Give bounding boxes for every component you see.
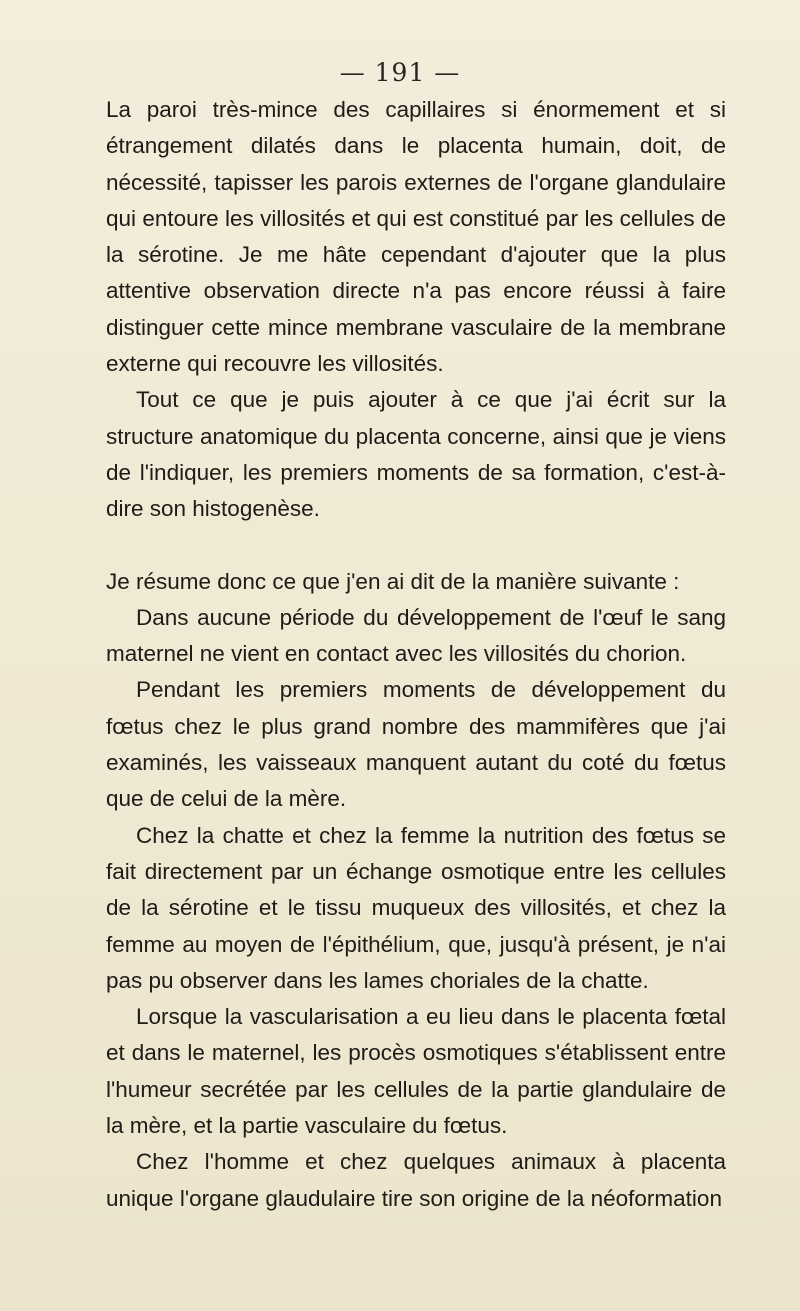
paragraph: Dans aucune période du développement de l'œuf le sang maternel ne vient en contact avec les villosités du chorion.: [106, 604, 726, 667]
paragraph: Lorsque la vascularisation a eu lieu dans le placenta fœtal et dans le maternel, les procès osmotiques s'établissent entre l'humeur secrétée par les cellules de la partie glandulaire de la mère, et la partie vasculaire du fœtus.: [106, 1004, 726, 1139]
paragraph: Tout ce que je puis ajouter à ce que j'ai écrit sur la structure anatomique du placenta concerne, ainsi que je viens de l'indiquer, les premiers moments de sa formation, c'est-à-dire son histogenèse.: [106, 387, 726, 522]
body-text: [106, 92, 726, 1217]
page-number: — 191 —: [339, 58, 461, 87]
paragraph: Pendant les premiers moments de développement du fœtus chez le plus grand nombre des mammifères que j'ai examinés, les vaisseaux manquent autant du coté du fœtus que de celui de la mère.: [106, 677, 726, 812]
paragraph: Chez l'homme et chez quelques animaux à placenta unique l'organe glaudulaire tire son origine de la néoformation: [106, 1149, 726, 1211]
paragraph: La paroi très-mince des capillaires si énormement et si étrangement dilatés dans le placenta humain, doit, de nécessité, tapisser les parois externes de l'organe glandulaire qui entoure les villosités et qui est constitué par les cellules de la sérotine. Je me hâte cependant d'ajouter que la plus attentive observation directe n'a pas encore réussi à faire distinguer cette mince membrane vasculaire de la membrane externe qui recouvre les villosités.: [106, 97, 726, 377]
paragraph-gap: [106, 528, 726, 564]
paragraph: Chez la chatte et chez la femme la nutrition des fœtus se fait directement par un échange osmotique entre les cellules de la sérotine et le tissu muqueux des villosités, et chez la femme au moyen de l'épithélium, que, jusqu'à présent, je n'ai pas pu observer dans les lames choriales de la chatte.: [106, 822, 726, 993]
paragraph: Je résume donc ce que j'en ai dit de la manière suivante :: [106, 568, 680, 594]
